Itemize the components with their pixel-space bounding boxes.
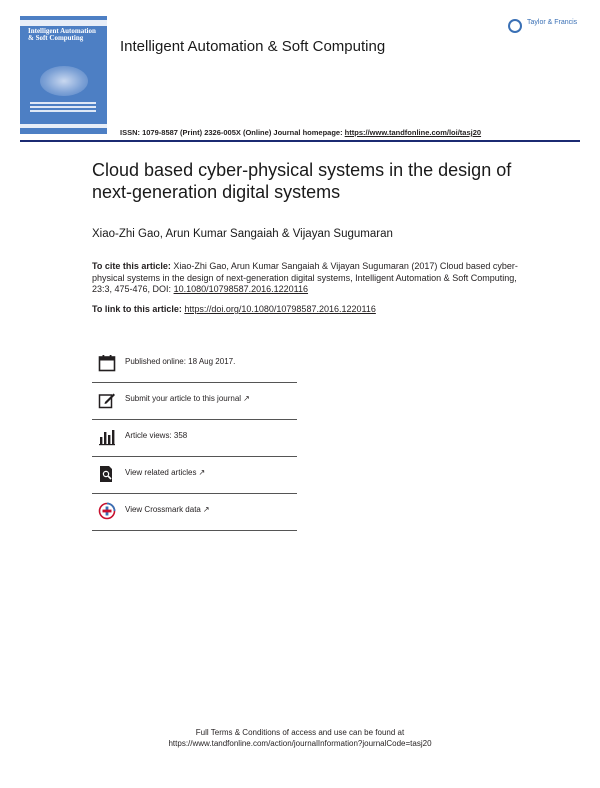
external-link-icon: ↗ <box>243 394 250 403</box>
publisher-logo-text: Taylor & Francis <box>527 19 578 26</box>
related-articles-label[interactable]: View related articles ↗ <box>125 468 206 477</box>
article-title: Cloud based cyber-physical systems in the design of next-generation digital systems <box>92 160 512 202</box>
calendar-icon <box>98 354 116 372</box>
link-label: To link to this article: <box>92 304 185 314</box>
published-online-label: Published online: 18 Aug 2017. <box>125 357 236 366</box>
article-link-row <box>92 304 376 314</box>
crossmark-item[interactable] <box>92 494 297 531</box>
citation-label: To cite this article: <box>92 261 171 271</box>
citation-doi-link[interactable]: 10.1080/10798587.2016.1220116 <box>173 284 309 294</box>
article-views-item <box>92 420 297 457</box>
submit-article-item[interactable] <box>92 383 297 420</box>
footer-terms-text: Full Terms & Conditions of access and use can be found at <box>195 728 405 737</box>
footer-terms-link[interactable]: https://www.tandfonline.com/action/journalInformation?journalCode=tasj20 <box>168 739 432 748</box>
search-doc-icon <box>98 465 116 483</box>
submit-article-label[interactable]: Submit your article to this journal ↗ <box>125 394 250 403</box>
crossmark-icon <box>98 502 116 520</box>
issn-line <box>120 128 481 137</box>
article-doi-link[interactable]: https://doi.org/10.1080/10798587.2016.1220116 <box>184 304 376 314</box>
journal-homepage-link[interactable]: https://www.tandfonline.com/loi/tasj20 <box>344 128 482 137</box>
related-articles-item[interactable] <box>92 457 297 494</box>
pencil-icon <box>98 391 116 409</box>
header-divider <box>20 140 580 142</box>
published-online-item <box>92 346 297 383</box>
citation-text: Xiao-Zhi Gao, Arun Kumar Sangaiah & Vijayan Sugumaran (2017) Cloud based cyber-physical systems in the design of next-generation digital systems, Intelligent Automation & Soft Computing, 23:3, 475-476, DOI: <box>92 261 518 294</box>
crossmark-label[interactable]: View Crossmark data ↗ <box>125 505 210 514</box>
issn-text: ISSN: 1079-8587 (Print) 2326-005X (Online) Journal homepage: <box>120 128 345 137</box>
external-link-icon: ↗ <box>198 468 206 477</box>
bar-chart-icon <box>98 428 116 446</box>
article-views-label: Article views: 358 <box>125 431 188 440</box>
journal-title[interactable]: Intelligent Automation & Soft Computing <box>120 38 386 55</box>
citation-block <box>92 261 522 296</box>
publisher-logo-icon <box>508 19 522 33</box>
article-authors: Xiao-Zhi Gao, Arun Kumar Sangaiah & Vijayan Sugumaran <box>92 228 393 240</box>
cover-title: Intelligent Automation & Soft Computing <box>28 27 96 42</box>
external-link-icon: ↗ <box>202 505 210 514</box>
publisher-logo[interactable] <box>508 17 588 37</box>
journal-cover-image <box>20 16 107 134</box>
